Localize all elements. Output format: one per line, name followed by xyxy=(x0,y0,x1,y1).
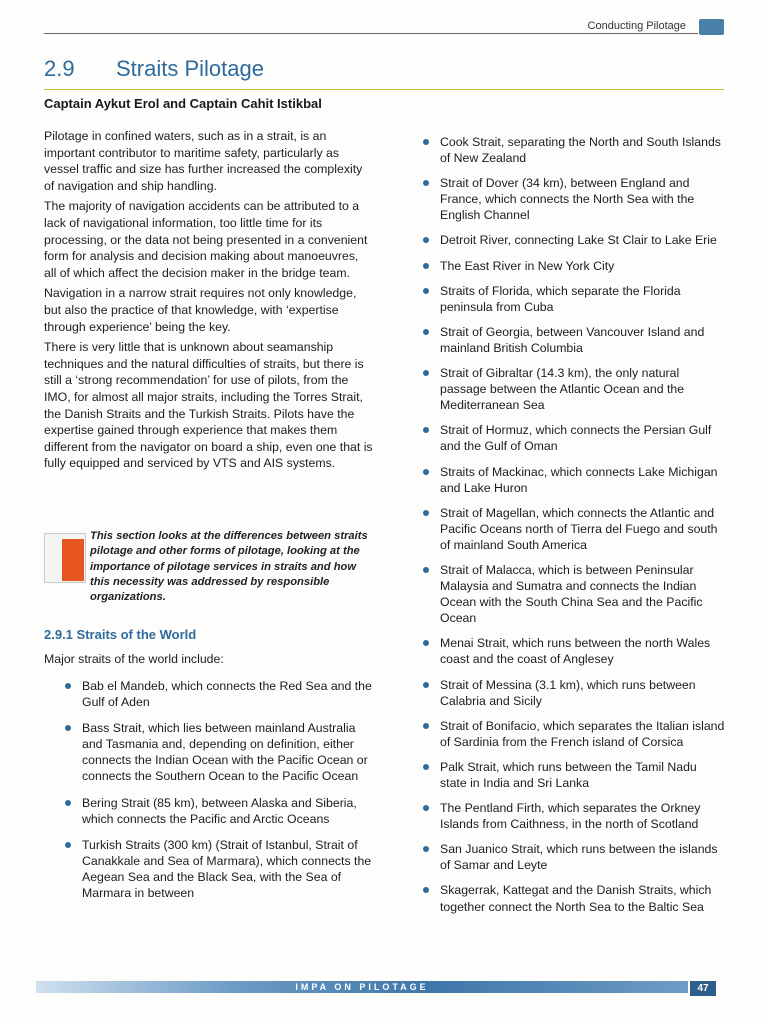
bullet-icon xyxy=(65,683,71,689)
strait-text: Turkish Straits (300 km) (Strait of Istanbul, Strait of Canakkale and Sea of Marmara), which connects the Aegean Sea and the Black Sea, with the Sea of Marmara in between xyxy=(82,837,372,901)
strait-list-item xyxy=(420,759,725,791)
strait-list-item xyxy=(62,795,372,827)
strait-list-item xyxy=(62,837,372,901)
strait-text: Skagerrak, Kattegat and the Danish Straits, which together connect the North Sea to the Baltic Sea xyxy=(440,883,712,914)
bullet-icon xyxy=(423,329,429,335)
strait-text: Menai Strait, which runs between the north Wales coast and the coast of Anglesey xyxy=(440,636,711,667)
bullet-icon xyxy=(423,370,429,376)
paragraph: The majority of navigation accidents can be attributed to a lack of navigational information, too little time for its processing, or the data not being presented in a convenient form for analysis and decision making about manoeuvres, all of which affect the decision maker in the bridge team. xyxy=(44,199,368,280)
strait-text: Bering Strait (85 km), between Alaska and Siberia, which connects the Pacific and Arctic Oceans xyxy=(82,795,357,826)
strait-list-item xyxy=(420,677,725,709)
strait-text: San Juanico Strait, which runs between the islands of Samar and Leyte xyxy=(440,842,718,873)
running-header: Conducting Pilotage xyxy=(587,20,686,32)
strait-list-item xyxy=(420,635,725,667)
strait-text: Strait of Dover (34 km), between England and France, which connects the North Sea with the English Channel xyxy=(440,176,695,223)
strait-text: Straits of Florida, which separate the Florida peninsula from Cuba xyxy=(440,283,681,314)
bullet-icon xyxy=(65,842,71,848)
bullet-icon xyxy=(423,263,429,269)
bullet-icon xyxy=(423,469,429,475)
bullet-icon xyxy=(423,288,429,294)
bullet-icon xyxy=(423,640,429,646)
subsection-title: Straits of the World xyxy=(76,627,197,642)
strait-text: Strait of Gibraltar (14.3 km), the only natural passage between the Atlantic Ocean and the Mediterranean Sea xyxy=(440,366,685,413)
strait-list-item xyxy=(420,422,725,454)
bullet-icon xyxy=(423,567,429,573)
authors-line: Captain Aykut Erol and Captain Cahit Istikbal xyxy=(44,96,322,111)
strait-text: Strait of Bonifacio, which separates the Italian island of Sardinia from the French island of Corsica xyxy=(440,718,725,749)
strait-list-item xyxy=(62,678,372,710)
paragraph: Navigation in a narrow strait requires not only knowledge, but also the practice of that knowledge, with ‘expertise through experience’ being the key. xyxy=(44,286,357,334)
bullet-icon xyxy=(423,139,429,145)
bullet-icon xyxy=(65,800,71,806)
strait-text: The East River in New York City xyxy=(440,258,615,273)
footer-title: IMPA ON PILOTAGE xyxy=(295,982,429,992)
callout-accent-icon xyxy=(62,539,84,581)
strait-list-item xyxy=(62,720,372,784)
section-callout xyxy=(44,529,374,609)
callout-text: This section looks at the differences between straits pilotage and other forms of pilotage, looking at the importance of pilotage services in straits and how this necessity was addressed by responsible organizations. xyxy=(90,530,368,604)
section-number: 2.9 xyxy=(44,56,75,81)
strait-text: The Pentland Firth, which separates the Orkney Islands from Caithness, in the north of Scotland xyxy=(440,801,701,832)
bullet-icon xyxy=(423,805,429,811)
header-tab-marker xyxy=(699,19,724,35)
strait-list-item xyxy=(420,232,725,248)
subsection-intro: Major straits of the world include: xyxy=(44,652,224,666)
bullet-icon xyxy=(423,682,429,688)
subsection-heading xyxy=(44,627,196,642)
strait-text: Cook Strait, separating the North and South Islands of New Zealand xyxy=(440,135,721,166)
bullet-icon xyxy=(423,237,429,243)
page-number: 47 xyxy=(690,981,716,996)
bullet-icon xyxy=(423,427,429,433)
section-title: Straits Pilotage xyxy=(116,56,264,81)
strait-list-item xyxy=(420,464,725,496)
strait-list-item xyxy=(420,324,725,356)
strait-list-item xyxy=(420,283,725,315)
paragraph: There is very little that is unknown about seamanship techniques and the natural difficulties of straits, but there is still a ‘strong recommendation’ for use of pilots, from the IMO, for almost all major straits, including the Torres Strait, the Danish Straits and the Turkish Straits. Pilots have the expertise gained through experience that makes them different from the navigator on board a ship, even one that is fully equipped and serviced by VTS and AIS systems. xyxy=(44,340,373,471)
strait-text: Strait of Georgia, between Vancouver Island and mainland British Columbia xyxy=(440,324,705,355)
strait-text: Strait of Malacca, which is between Peninsular Malaysia and Sumatra and connects the Indian Ocean with the South China Sea and the Pacific Ocean xyxy=(440,562,703,626)
bullet-icon xyxy=(423,764,429,770)
bullet-icon xyxy=(423,887,429,893)
straits-list-right xyxy=(420,134,725,924)
strait-list-item xyxy=(420,175,725,223)
strait-text: Straits of Mackinac, which connects Lake Michigan and Lake Huron xyxy=(440,464,718,495)
straits-list-left xyxy=(62,678,372,911)
bullet-icon xyxy=(423,510,429,516)
header-rule xyxy=(44,33,698,34)
strait-text: Strait of Magellan, which connects the Atlantic and Pacific Oceans north of Tierra del Fuego and south of mainland South America xyxy=(440,505,718,552)
strait-text: Bab el Mandeb, which connects the Red Sea and the Gulf of Aden xyxy=(82,679,372,710)
subsection-number: 2.9.1 xyxy=(44,627,73,642)
strait-text: Bass Strait, which lies between mainland Australia and Tasmania and, depending on definition, either connects the Indian Ocean with the Pacific Ocean or connects the Southern Ocean to the Pacific Ocean xyxy=(82,721,368,784)
strait-text: Strait of Messina (3.1 km), which runs between Calabria and Sicily xyxy=(440,677,696,708)
strait-list-item xyxy=(420,258,725,274)
strait-list-item xyxy=(420,134,725,166)
intro-column xyxy=(44,128,374,476)
bullet-icon xyxy=(423,180,429,186)
strait-text: Palk Strait, which runs between the Tamil Nadu state in India and Sri Lanka xyxy=(440,759,697,790)
title-rule xyxy=(44,89,724,90)
strait-list-item xyxy=(420,365,725,413)
strait-text: Strait of Hormuz, which connects the Persian Gulf and the Gulf of Oman xyxy=(440,423,712,454)
strait-list-item xyxy=(420,841,725,873)
strait-list-item xyxy=(420,505,725,553)
strait-text: Detroit River, connecting Lake St Clair to Lake Erie xyxy=(440,233,717,248)
bullet-icon xyxy=(65,725,71,731)
strait-list-item xyxy=(420,718,725,750)
strait-list-item xyxy=(420,882,725,914)
bullet-icon xyxy=(423,846,429,852)
bullet-icon xyxy=(423,723,429,729)
strait-list-item xyxy=(420,800,725,832)
paragraph: Pilotage in confined waters, such as in a strait, is an important contributor to maritime safety, particularly as vessel traffic and size has further increased the complexity of navigation and ship handling. xyxy=(44,129,363,193)
strait-list-item xyxy=(420,562,725,626)
